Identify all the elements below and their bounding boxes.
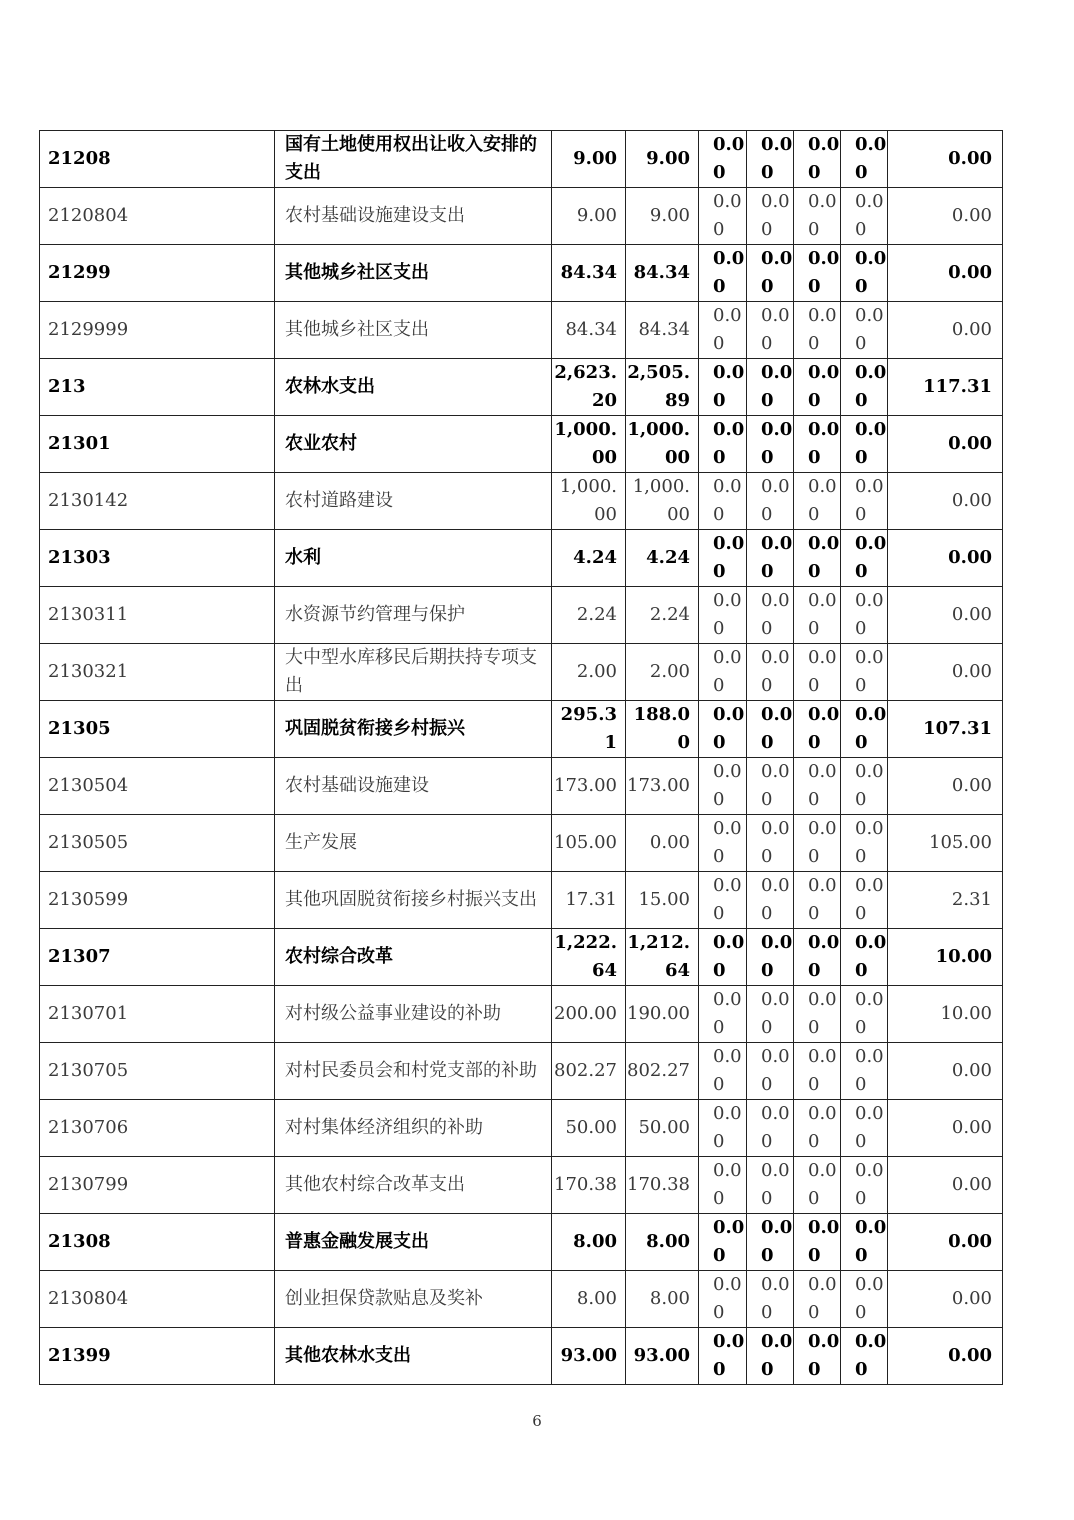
cell-code: 2130804	[40, 1271, 275, 1328]
cell-code: 21399	[40, 1328, 275, 1385]
table-row	[40, 644, 1003, 701]
table-row	[40, 1043, 1003, 1100]
cell-item-name: 水资源节约管理与保护	[275, 587, 552, 644]
cell-basic: 802.27	[626, 1043, 699, 1100]
cell-total: 9.00	[552, 188, 626, 245]
cell-zero-4: 0.00	[841, 245, 888, 302]
cell-total: 170.38	[552, 1157, 626, 1214]
table-row	[40, 302, 1003, 359]
cell-zero-1: 0.00	[699, 587, 747, 644]
cell-project: 0.00	[888, 416, 1003, 473]
cell-zero-4: 0.00	[841, 473, 888, 530]
cell-zero-1: 0.00	[699, 473, 747, 530]
cell-zero-2: 0.00	[747, 1157, 794, 1214]
cell-item-name: 其他巩固脱贫衔接乡村振兴支出	[275, 872, 552, 929]
cell-zero-4: 0.00	[841, 701, 888, 758]
cell-zero-3: 0.00	[794, 530, 841, 587]
cell-total: 84.34	[552, 245, 626, 302]
cell-item-name: 其他农村综合改革支出	[275, 1157, 552, 1214]
cell-item-name: 对村民委员会和村党支部的补助	[275, 1043, 552, 1100]
cell-zero-3: 0.00	[794, 416, 841, 473]
cell-total: 173.00	[552, 758, 626, 815]
cell-zero-2: 0.00	[747, 1043, 794, 1100]
table-row	[40, 188, 1003, 245]
cell-zero-2: 0.00	[747, 359, 794, 416]
cell-zero-2: 0.00	[747, 815, 794, 872]
cell-project: 0.00	[888, 1100, 1003, 1157]
cell-item-name: 其他城乡社区支出	[275, 245, 552, 302]
cell-total: 200.00	[552, 986, 626, 1043]
cell-zero-3: 0.00	[794, 929, 841, 986]
cell-zero-1: 0.00	[699, 644, 747, 701]
cell-total: 2.00	[552, 644, 626, 701]
cell-zero-2: 0.00	[747, 644, 794, 701]
cell-zero-3: 0.00	[794, 131, 841, 188]
cell-total: 84.34	[552, 302, 626, 359]
cell-project: 0.00	[888, 758, 1003, 815]
cell-zero-1: 0.00	[699, 416, 747, 473]
cell-zero-3: 0.00	[794, 701, 841, 758]
cell-zero-4: 0.00	[841, 1328, 888, 1385]
table-row	[40, 1157, 1003, 1214]
cell-zero-2: 0.00	[747, 131, 794, 188]
cell-project: 107.31	[888, 701, 1003, 758]
cell-basic: 2.24	[626, 587, 699, 644]
cell-zero-1: 0.00	[699, 1100, 747, 1157]
table-row	[40, 359, 1003, 416]
cell-item-name: 其他城乡社区支出	[275, 302, 552, 359]
cell-project: 0.00	[888, 530, 1003, 587]
cell-total: 17.31	[552, 872, 626, 929]
cell-basic: 2.00	[626, 644, 699, 701]
cell-total: 2,623.20	[552, 359, 626, 416]
table-row	[40, 701, 1003, 758]
cell-code: 21307	[40, 929, 275, 986]
cell-zero-1: 0.00	[699, 872, 747, 929]
cell-item-name: 水利	[275, 530, 552, 587]
cell-code: 2130505	[40, 815, 275, 872]
cell-code: 2130311	[40, 587, 275, 644]
cell-zero-2: 0.00	[747, 188, 794, 245]
cell-basic: 2,505.89	[626, 359, 699, 416]
cell-zero-3: 0.00	[794, 359, 841, 416]
cell-zero-3: 0.00	[794, 302, 841, 359]
table-row	[40, 416, 1003, 473]
page-number: 6	[532, 1412, 542, 1430]
cell-code: 21305	[40, 701, 275, 758]
cell-basic: 190.00	[626, 986, 699, 1043]
cell-code: 2130701	[40, 986, 275, 1043]
cell-basic: 173.00	[626, 758, 699, 815]
cell-zero-2: 0.00	[747, 1100, 794, 1157]
cell-project: 0.00	[888, 245, 1003, 302]
cell-zero-1: 0.00	[699, 1328, 747, 1385]
cell-total: 1,222.64	[552, 929, 626, 986]
cell-total: 1,000.00	[552, 473, 626, 530]
cell-zero-2: 0.00	[747, 473, 794, 530]
cell-project: 0.00	[888, 1271, 1003, 1328]
cell-zero-2: 0.00	[747, 302, 794, 359]
cell-total: 9.00	[552, 131, 626, 188]
cell-project: 0.00	[888, 473, 1003, 530]
cell-project: 0.00	[888, 302, 1003, 359]
cell-project: 0.00	[888, 1214, 1003, 1271]
cell-code: 2120804	[40, 188, 275, 245]
cell-item-name: 对村级公益事业建设的补助	[275, 986, 552, 1043]
cell-zero-3: 0.00	[794, 1328, 841, 1385]
table-row	[40, 986, 1003, 1043]
cell-zero-2: 0.00	[747, 1271, 794, 1328]
cell-total: 802.27	[552, 1043, 626, 1100]
cell-total: 8.00	[552, 1271, 626, 1328]
cell-basic: 170.38	[626, 1157, 699, 1214]
cell-project: 0.00	[888, 1043, 1003, 1100]
cell-basic: 93.00	[626, 1328, 699, 1385]
cell-zero-2: 0.00	[747, 929, 794, 986]
cell-zero-4: 0.00	[841, 815, 888, 872]
cell-basic: 1,000.00	[626, 473, 699, 530]
table-row	[40, 587, 1003, 644]
cell-basic: 50.00	[626, 1100, 699, 1157]
cell-zero-4: 0.00	[841, 986, 888, 1043]
cell-item-name: 农林水支出	[275, 359, 552, 416]
cell-zero-4: 0.00	[841, 644, 888, 701]
cell-project: 2.31	[888, 872, 1003, 929]
cell-zero-1: 0.00	[699, 188, 747, 245]
cell-basic: 15.00	[626, 872, 699, 929]
cell-zero-4: 0.00	[841, 416, 888, 473]
cell-zero-2: 0.00	[747, 1214, 794, 1271]
cell-item-name: 普惠金融发展支出	[275, 1214, 552, 1271]
cell-zero-2: 0.00	[747, 530, 794, 587]
cell-item-name: 其他农林水支出	[275, 1328, 552, 1385]
cell-total: 93.00	[552, 1328, 626, 1385]
cell-code: 21303	[40, 530, 275, 587]
table-row	[40, 530, 1003, 587]
cell-item-name: 生产发展	[275, 815, 552, 872]
cell-code: 2130705	[40, 1043, 275, 1100]
budget-table	[39, 130, 1003, 1385]
table-row	[40, 1328, 1003, 1385]
cell-zero-1: 0.00	[699, 929, 747, 986]
cell-zero-3: 0.00	[794, 758, 841, 815]
cell-project: 10.00	[888, 929, 1003, 986]
cell-zero-3: 0.00	[794, 986, 841, 1043]
cell-item-name: 农村综合改革	[275, 929, 552, 986]
cell-zero-1: 0.00	[699, 815, 747, 872]
cell-zero-1: 0.00	[699, 701, 747, 758]
cell-total: 2.24	[552, 587, 626, 644]
cell-code: 21308	[40, 1214, 275, 1271]
cell-basic: 4.24	[626, 530, 699, 587]
table-row	[40, 929, 1003, 986]
cell-zero-2: 0.00	[747, 1328, 794, 1385]
cell-zero-1: 0.00	[699, 530, 747, 587]
cell-zero-4: 0.00	[841, 1214, 888, 1271]
cell-zero-1: 0.00	[699, 1214, 747, 1271]
cell-project: 0.00	[888, 587, 1003, 644]
cell-zero-1: 0.00	[699, 359, 747, 416]
cell-zero-4: 0.00	[841, 1100, 888, 1157]
cell-zero-4: 0.00	[841, 587, 888, 644]
cell-zero-3: 0.00	[794, 1214, 841, 1271]
cell-zero-2: 0.00	[747, 986, 794, 1043]
cell-zero-1: 0.00	[699, 1157, 747, 1214]
cell-basic: 0.00	[626, 815, 699, 872]
cell-code: 21299	[40, 245, 275, 302]
cell-basic: 8.00	[626, 1214, 699, 1271]
cell-zero-2: 0.00	[747, 758, 794, 815]
cell-zero-3: 0.00	[794, 644, 841, 701]
cell-project: 0.00	[888, 188, 1003, 245]
cell-item-name: 农村基础设施建设	[275, 758, 552, 815]
cell-zero-2: 0.00	[747, 416, 794, 473]
cell-code: 2130142	[40, 473, 275, 530]
cell-zero-4: 0.00	[841, 359, 888, 416]
cell-code: 21301	[40, 416, 275, 473]
cell-zero-3: 0.00	[794, 1271, 841, 1328]
cell-zero-2: 0.00	[747, 872, 794, 929]
cell-item-name: 农村道路建设	[275, 473, 552, 530]
cell-total: 295.31	[552, 701, 626, 758]
cell-zero-3: 0.00	[794, 188, 841, 245]
cell-project: 117.31	[888, 359, 1003, 416]
cell-project: 0.00	[888, 644, 1003, 701]
cell-basic: 8.00	[626, 1271, 699, 1328]
cell-total: 105.00	[552, 815, 626, 872]
cell-zero-1: 0.00	[699, 245, 747, 302]
cell-zero-3: 0.00	[794, 473, 841, 530]
cell-item-name: 农业农村	[275, 416, 552, 473]
cell-zero-4: 0.00	[841, 929, 888, 986]
cell-zero-4: 0.00	[841, 302, 888, 359]
cell-item-name: 国有土地使用权出让收入安排的支出	[275, 131, 552, 188]
table-row	[40, 473, 1003, 530]
cell-total: 8.00	[552, 1214, 626, 1271]
cell-zero-4: 0.00	[841, 1271, 888, 1328]
cell-project: 0.00	[888, 1328, 1003, 1385]
cell-item-name: 大中型水库移民后期扶持专项支出	[275, 644, 552, 701]
table-row	[40, 1271, 1003, 1328]
cell-zero-3: 0.00	[794, 1100, 841, 1157]
cell-zero-1: 0.00	[699, 986, 747, 1043]
cell-code: 213	[40, 359, 275, 416]
table-row	[40, 245, 1003, 302]
table-row	[40, 815, 1003, 872]
cell-total: 1,000.00	[552, 416, 626, 473]
cell-basic: 1,212.64	[626, 929, 699, 986]
table-body	[40, 131, 1003, 1385]
cell-item-name: 农村基础设施建设支出	[275, 188, 552, 245]
cell-code: 21208	[40, 131, 275, 188]
table-row	[40, 872, 1003, 929]
cell-zero-1: 0.00	[699, 302, 747, 359]
cell-zero-2: 0.00	[747, 701, 794, 758]
cell-zero-4: 0.00	[841, 1157, 888, 1214]
cell-basic: 84.34	[626, 302, 699, 359]
cell-basic: 188.00	[626, 701, 699, 758]
cell-zero-3: 0.00	[794, 1157, 841, 1214]
cell-total: 50.00	[552, 1100, 626, 1157]
cell-basic: 84.34	[626, 245, 699, 302]
table-row	[40, 758, 1003, 815]
cell-basic: 9.00	[626, 131, 699, 188]
cell-code: 2130799	[40, 1157, 275, 1214]
cell-project: 0.00	[888, 1157, 1003, 1214]
cell-zero-1: 0.00	[699, 758, 747, 815]
cell-zero-2: 0.00	[747, 587, 794, 644]
cell-project: 10.00	[888, 986, 1003, 1043]
cell-zero-3: 0.00	[794, 1043, 841, 1100]
cell-project: 0.00	[888, 131, 1003, 188]
cell-zero-3: 0.00	[794, 872, 841, 929]
cell-total: 4.24	[552, 530, 626, 587]
cell-zero-1: 0.00	[699, 1043, 747, 1100]
cell-zero-4: 0.00	[841, 131, 888, 188]
cell-code: 2130504	[40, 758, 275, 815]
cell-code: 2130706	[40, 1100, 275, 1157]
cell-zero-4: 0.00	[841, 188, 888, 245]
table-row	[40, 1100, 1003, 1157]
cell-code: 2129999	[40, 302, 275, 359]
cell-zero-4: 0.00	[841, 1043, 888, 1100]
cell-zero-4: 0.00	[841, 758, 888, 815]
table-row	[40, 1214, 1003, 1271]
cell-zero-1: 0.00	[699, 1271, 747, 1328]
table-row	[40, 131, 1003, 188]
cell-code: 2130599	[40, 872, 275, 929]
cell-zero-4: 0.00	[841, 872, 888, 929]
cell-basic: 9.00	[626, 188, 699, 245]
cell-project: 105.00	[888, 815, 1003, 872]
cell-zero-3: 0.00	[794, 587, 841, 644]
cell-zero-2: 0.00	[747, 245, 794, 302]
cell-code: 2130321	[40, 644, 275, 701]
cell-item-name: 对村集体经济组织的补助	[275, 1100, 552, 1157]
cell-item-name: 巩固脱贫衔接乡村振兴	[275, 701, 552, 758]
cell-zero-1: 0.00	[699, 131, 747, 188]
cell-zero-4: 0.00	[841, 530, 888, 587]
cell-basic: 1,000.00	[626, 416, 699, 473]
cell-zero-3: 0.00	[794, 815, 841, 872]
cell-zero-3: 0.00	[794, 245, 841, 302]
cell-item-name: 创业担保贷款贴息及奖补	[275, 1271, 552, 1328]
